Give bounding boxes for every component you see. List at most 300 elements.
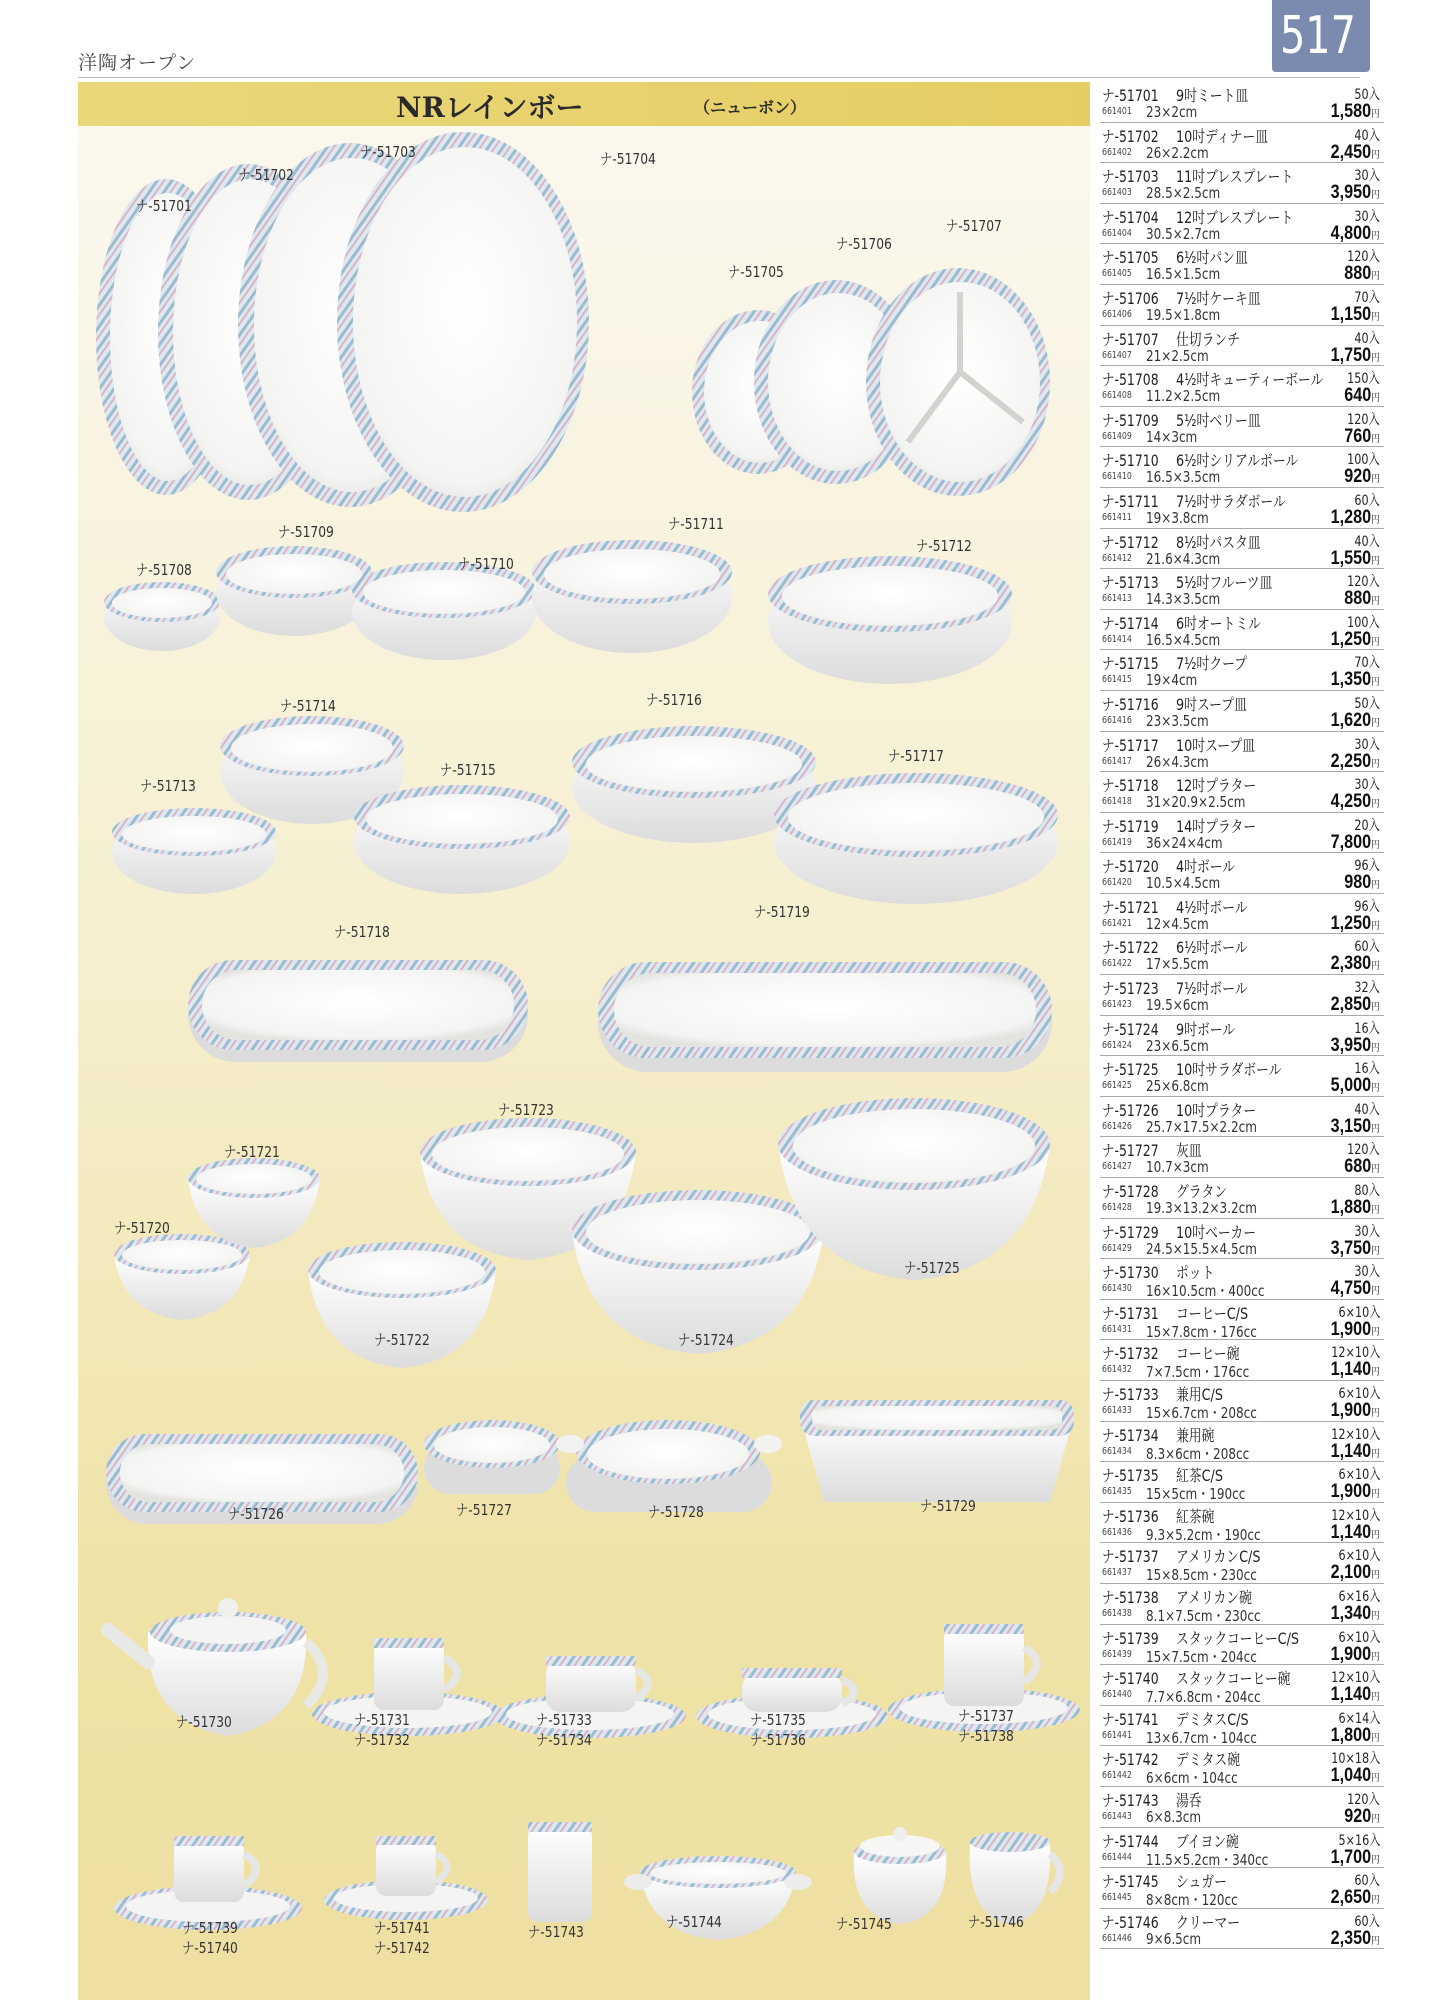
product-name: 5½吋ベリー皿 (1176, 410, 1261, 430)
photo-label: ナ-51708 (136, 561, 192, 579)
product-code: ナ-51744 (1102, 1831, 1159, 1851)
product-list (1100, 82, 1384, 1949)
bowl-51717 (774, 773, 1058, 904)
pack-quantity: 6×14入 (1338, 1710, 1380, 1727)
product-size: 6×8.3cm (1146, 1807, 1202, 1826)
yunomi-51743 (528, 1822, 592, 1922)
product-name: 8½吋パスタ皿 (1176, 532, 1261, 552)
bowl-51715 (354, 785, 570, 894)
product-code: ナ-51720 (1102, 857, 1159, 877)
product-size: 36×24×4cm (1146, 833, 1223, 852)
product-price: 1,900円 (1331, 1400, 1380, 1421)
product-size: 16.5×1.5cm (1146, 265, 1221, 284)
pack-quantity: 6×10入 (1338, 1467, 1380, 1484)
sugar-51745 (854, 1827, 947, 1924)
product-size: 25×6.8cm (1146, 1077, 1209, 1096)
photo-label: ナ-51733 ナ-51734 (536, 1711, 592, 1749)
product-size: 14.3×3.5cm (1146, 590, 1221, 609)
yen-mark: 円 (1371, 717, 1380, 729)
product-size: 19.3×13.2×3.2cm (1146, 1199, 1257, 1218)
product-code: ナ-51707 (1102, 329, 1159, 349)
product-name: 10吋スープ皿 (1176, 735, 1256, 755)
bowl-51709 (216, 546, 372, 636)
product-entry (1100, 1056, 1384, 1097)
product-entry (1100, 610, 1384, 651)
pack-quantity: 120入 (1347, 1791, 1380, 1808)
product-size: 19×4cm (1146, 671, 1198, 690)
pack-quantity: 50入 (1354, 695, 1380, 712)
product-price: 1,620円 (1331, 709, 1380, 731)
product-size: 16.5×3.5cm (1146, 468, 1221, 487)
product-size: 9.3×5.2cm・190cc (1146, 1525, 1261, 1544)
product-size: 8×8cm・120cc (1146, 1891, 1238, 1910)
jan-code: 661418 (1102, 796, 1132, 808)
series-subtitle: （ニューボン） (694, 98, 807, 117)
product-price: 1,350円 (1331, 669, 1380, 691)
product-size: 11.2×2.5cm (1146, 387, 1221, 406)
yen-mark: 円 (1371, 433, 1380, 445)
yen-mark: 円 (1371, 555, 1380, 567)
photo-label: ナ-51709 (278, 523, 334, 541)
ashtray-51727 (424, 1420, 560, 1494)
product-entry (1100, 1300, 1384, 1341)
product-size: 23×3.5cm (1146, 711, 1209, 730)
product-name: 紅茶C/S (1176, 1466, 1223, 1486)
product-price: 1,140円 (1331, 1684, 1380, 1706)
product-price: 1,880円 (1331, 1197, 1380, 1219)
photo-label: ナ-51727 (456, 1501, 512, 1519)
yen-mark: 円 (1371, 474, 1380, 486)
product-name: 7½吋サラダボール (1176, 491, 1286, 511)
product-name: 12吋プラター (1176, 776, 1257, 796)
jan-code: 661417 (1102, 755, 1132, 767)
photo-label: ナ-51706 (836, 235, 892, 253)
product-size: 19×3.8cm (1146, 508, 1209, 527)
product-price: 680円 (1344, 1156, 1380, 1178)
product-entry (1100, 366, 1384, 407)
product-name: 10吋ベーカー (1176, 1222, 1257, 1242)
product-entry (1100, 772, 1384, 813)
yen-mark: 円 (1371, 1205, 1380, 1217)
series-title: NRレインボー (396, 91, 584, 124)
jan-code: 661438 (1102, 1607, 1132, 1619)
product-name: 9吋スープ皿 (1176, 694, 1247, 714)
photo-label: ナ-51712 (916, 537, 972, 555)
product-size: 21×2.5cm (1146, 346, 1209, 365)
product-name: 9吋ミート皿 (1176, 86, 1249, 105)
product-price: 760円 (1344, 425, 1380, 447)
product-name: 10吋プラター (1176, 1100, 1257, 1120)
photo-label: ナ-51704 (600, 150, 656, 168)
photo-label: ナ-51705 (728, 263, 784, 281)
pack-quantity: 150入 (1347, 371, 1380, 388)
product-size: 28.5×2.5cm (1146, 184, 1221, 203)
photo-label: ナ-51743 (528, 1923, 584, 1941)
yen-mark: 円 (1371, 1002, 1380, 1014)
yen-mark: 円 (1371, 1732, 1380, 1744)
product-entry (1100, 569, 1384, 610)
product-entry (1100, 934, 1384, 975)
yen-mark: 円 (1371, 1813, 1380, 1825)
product-code: ナ-51742 (1102, 1750, 1159, 1770)
product-size: 23×6.5cm (1146, 1036, 1209, 1055)
product-entry (1100, 1381, 1384, 1422)
photo-label: ナ-51710 (458, 555, 514, 573)
product-code: ナ-51739 (1102, 1628, 1159, 1648)
yen-mark: 円 (1371, 677, 1380, 689)
product-code: ナ-51710 (1102, 451, 1159, 471)
product-entry (1100, 650, 1384, 691)
photo-label: ナ-51745 (836, 1915, 892, 1933)
photo-label: ナ-51719 (754, 903, 810, 921)
product-entry (1100, 1625, 1384, 1666)
product-size: 17×5.5cm (1146, 955, 1209, 974)
product-name: 10吋ディナー皿 (1176, 126, 1269, 146)
creamer-51746 (970, 1832, 1060, 1924)
pack-quantity: 60入 (1354, 939, 1380, 956)
product-code: ナ-51713 (1102, 573, 1159, 593)
product-name: ポット (1176, 1263, 1215, 1283)
jan-code: 661413 (1102, 593, 1132, 605)
product-price: 1,340円 (1331, 1602, 1380, 1624)
product-code: ナ-51731 (1102, 1303, 1159, 1323)
pack-quantity: 30入 (1354, 777, 1380, 794)
pack-quantity: 100入 (1347, 452, 1380, 469)
yen-mark: 円 (1371, 1489, 1380, 1501)
product-price: 1,250円 (1331, 912, 1380, 934)
pack-quantity: 60入 (1354, 492, 1380, 509)
bowl-51712 (768, 556, 1012, 684)
plate-51704 (337, 132, 589, 512)
product-code: ナ-51716 (1102, 694, 1159, 714)
product-entry (1100, 1828, 1384, 1869)
yen-mark: 円 (1371, 1570, 1380, 1582)
photo-label: ナ-51701 (136, 197, 192, 215)
product-size: 26×4.3cm (1146, 752, 1209, 771)
product-size: 6×6cm・104cc (1146, 1769, 1238, 1788)
yen-mark: 円 (1371, 1245, 1380, 1257)
product-price: 4,750円 (1331, 1278, 1380, 1300)
photo-label: ナ-51744 (666, 1913, 722, 1931)
jan-code: 661419 (1102, 836, 1132, 848)
jan-code: 661444 (1102, 1851, 1132, 1863)
jan-code: 661422 (1102, 958, 1132, 970)
photo-label: ナ-51715 (440, 761, 496, 779)
product-name: 兼用C/S (1176, 1385, 1223, 1404)
product-price: 3,950円 (1331, 182, 1380, 204)
product-price: 2,450円 (1331, 141, 1380, 163)
photo-label: ナ-51703 (360, 143, 416, 161)
pack-quantity: 6×10入 (1338, 1548, 1380, 1565)
yen-mark: 円 (1371, 1408, 1380, 1419)
pack-quantity: 70入 (1354, 655, 1380, 672)
product-code: ナ-51740 (1102, 1669, 1159, 1689)
pack-quantity: 6×10入 (1338, 1629, 1380, 1646)
product-code: ナ-51711 (1102, 491, 1159, 511)
gratin-51728 (556, 1420, 782, 1512)
pack-quantity: 6×16入 (1338, 1588, 1380, 1605)
photo-label: ナ-51716 (646, 691, 702, 709)
product-entry (1100, 244, 1384, 285)
yen-mark: 円 (1371, 514, 1380, 526)
product-entry (1100, 285, 1384, 326)
yen-mark: 円 (1371, 1692, 1380, 1704)
product-name: 紅茶碗 (1176, 1506, 1215, 1526)
product-name: デミタス碗 (1176, 1750, 1241, 1770)
photo-label: ナ-51739 ナ-51740 (182, 1919, 238, 1957)
yen-mark: 円 (1371, 1610, 1380, 1622)
product-name: シュガー (1176, 1872, 1227, 1892)
pack-quantity: 12×10入 (1330, 1507, 1380, 1524)
yen-mark: 円 (1371, 1773, 1380, 1785)
jan-code: 661401 (1102, 106, 1132, 117)
jan-code: 661433 (1102, 1405, 1132, 1416)
cup-saucer-51741 (324, 1836, 488, 1920)
jan-code: 661414 (1102, 633, 1132, 645)
jan-code: 661446 (1102, 1932, 1132, 1944)
pack-quantity: 100入 (1347, 614, 1380, 631)
yen-mark: 円 (1371, 1854, 1380, 1866)
pack-quantity: 40入 (1354, 1101, 1380, 1118)
product-price: 2,380円 (1331, 953, 1380, 975)
pack-quantity: 30入 (1354, 168, 1380, 185)
product-entry (1100, 1746, 1384, 1787)
product-entry (1100, 529, 1384, 570)
product-entry (1100, 691, 1384, 732)
product-size: 13×6.7cm・104cc (1146, 1728, 1257, 1747)
product-entry (1100, 1422, 1384, 1463)
product-code: ナ-51730 (1102, 1263, 1159, 1283)
jan-code: 661432 (1102, 1364, 1132, 1376)
product-size: 25.7×17.5×2.2cm (1146, 1117, 1257, 1136)
product-name: 7½吋ケーキ皿 (1176, 288, 1261, 308)
product-name: 6½吋シリアルボール (1176, 451, 1299, 471)
yen-mark: 円 (1371, 1042, 1380, 1054)
jan-code: 661445 (1102, 1892, 1132, 1904)
product-entry (1100, 1016, 1384, 1057)
product-price: 1,900円 (1331, 1318, 1380, 1340)
product-price: 640円 (1344, 385, 1380, 407)
platter-51718 (188, 960, 528, 1062)
product-size: 14×3cm (1146, 427, 1198, 446)
product-size: 9×6.5cm (1146, 1929, 1202, 1948)
jan-code: 661427 (1102, 1161, 1132, 1173)
photo-label: ナ-51737 ナ-51738 (958, 1707, 1014, 1745)
product-entry (1100, 732, 1384, 773)
product-name: アメリカン碗 (1176, 1587, 1252, 1607)
product-entry (1100, 488, 1384, 529)
jan-code: 661409 (1102, 430, 1132, 442)
product-entry (1100, 204, 1384, 245)
product-code: ナ-51745 (1102, 1872, 1159, 1892)
product-name: ブイヨン碗 (1176, 1831, 1239, 1851)
product-name: 6½吋パン皿 (1176, 248, 1248, 268)
product-code: ナ-51741 (1102, 1709, 1159, 1729)
pack-quantity: 30入 (1354, 1264, 1380, 1281)
bowl-51713 (112, 808, 276, 894)
pack-quantity: 80入 (1354, 1183, 1380, 1200)
product-size: 10.7×3cm (1146, 1158, 1209, 1177)
jan-code: 661404 (1102, 227, 1132, 239)
pack-quantity: 60入 (1354, 1913, 1380, 1930)
product-entry (1100, 407, 1384, 448)
product-size: 8.1×7.5cm・230cc (1146, 1606, 1261, 1625)
platter-51719 (598, 962, 1052, 1072)
pack-quantity: 6×10入 (1338, 1304, 1380, 1321)
product-name: 灰皿 (1176, 1141, 1202, 1161)
photo-label: ナ-51707 (946, 217, 1002, 235)
photo-label: ナ-51721 (224, 1143, 280, 1161)
product-name: 4½吋キューティーボール (1176, 370, 1324, 390)
product-code: ナ-51714 (1102, 613, 1159, 633)
product-price: 4,250円 (1331, 791, 1380, 813)
pack-quantity: 12×10入 (1330, 1345, 1380, 1362)
yen-mark: 円 (1371, 596, 1380, 608)
product-code: ナ-51717 (1102, 735, 1159, 755)
photo-label: ナ-51722 (374, 1331, 430, 1349)
page-number: 517 (1280, 6, 1356, 66)
product-name: 仕切ランチ (1176, 329, 1241, 349)
pack-quantity: 120入 (1347, 574, 1380, 591)
product-price: 3,950円 (1331, 1034, 1380, 1056)
yen-mark: 円 (1371, 311, 1380, 323)
product-entry (1100, 1868, 1384, 1909)
product-code: ナ-51702 (1102, 126, 1159, 146)
pack-quantity: 12×10入 (1330, 1426, 1380, 1443)
pack-quantity: 12×10入 (1330, 1670, 1380, 1687)
product-price: 920円 (1344, 1805, 1380, 1827)
yen-mark: 円 (1371, 920, 1380, 932)
yen-mark: 円 (1371, 1286, 1380, 1298)
yen-mark: 円 (1371, 839, 1380, 851)
pack-quantity: 70入 (1354, 289, 1380, 306)
product-name: 11吋ブレスプレート (1176, 167, 1294, 187)
pack-quantity: 50入 (1354, 87, 1380, 103)
product-price: 880円 (1344, 588, 1380, 610)
product-entry (1100, 1340, 1384, 1381)
photo-label: ナ-51726 (228, 1505, 284, 1523)
jan-code: 661441 (1102, 1729, 1132, 1741)
pack-quantity: 120入 (1347, 1142, 1380, 1159)
bowl-51710 (352, 562, 536, 660)
product-price: 920円 (1344, 466, 1380, 488)
product-code: ナ-51712 (1102, 532, 1159, 552)
product-price: 1,150円 (1331, 303, 1380, 325)
jan-code: 661403 (1102, 187, 1132, 199)
product-size: 11.5×5.2cm・340cc (1146, 1850, 1269, 1869)
jan-code: 661421 (1102, 917, 1132, 929)
product-price: 1,580円 (1331, 101, 1380, 122)
photo-label: ナ-51717 (888, 747, 944, 765)
yen-mark: 円 (1371, 190, 1380, 202)
jan-code: 661437 (1102, 1567, 1132, 1579)
product-price: 1,700円 (1331, 1846, 1380, 1868)
product-entry (1100, 163, 1384, 204)
product-entry (1100, 813, 1384, 854)
product-price: 1,250円 (1331, 628, 1380, 650)
pack-quantity: 6×10入 (1338, 1386, 1380, 1402)
product-entry (1100, 975, 1384, 1016)
product-size: 19.5×6cm (1146, 996, 1209, 1015)
product-name: 湯呑 (1176, 1790, 1202, 1810)
product-price: 4,800円 (1331, 222, 1380, 244)
jan-code: 661407 (1102, 349, 1132, 361)
product-entry (1100, 1543, 1384, 1584)
product-code: ナ-51743 (1102, 1790, 1159, 1810)
product-price: 880円 (1344, 263, 1380, 285)
product-code: ナ-51727 (1102, 1141, 1159, 1161)
product-size: 15×8.5cm・230cc (1146, 1566, 1257, 1585)
product-name: 兼用碗 (1176, 1425, 1215, 1445)
photo-label: ナ-51713 (140, 777, 196, 795)
pack-quantity: 40入 (1354, 533, 1380, 550)
product-price: 2,850円 (1331, 994, 1380, 1016)
yen-mark: 円 (1371, 1935, 1380, 1947)
yen-mark: 円 (1371, 1529, 1380, 1541)
pack-quantity: 120入 (1347, 249, 1380, 266)
yen-mark: 円 (1371, 393, 1380, 405)
product-price: 3,750円 (1331, 1237, 1380, 1259)
yen-mark: 円 (1371, 271, 1380, 283)
pack-quantity: 96入 (1354, 898, 1380, 915)
yen-mark: 円 (1371, 799, 1380, 811)
jan-code: 661402 (1102, 146, 1132, 158)
product-price: 2,350円 (1331, 1927, 1380, 1949)
product-code: ナ-51734 (1102, 1425, 1159, 1445)
yen-mark: 円 (1371, 758, 1380, 770)
bowl-51708 (104, 582, 220, 651)
product-size: 19.5×1.8cm (1146, 305, 1221, 324)
product-code: ナ-51726 (1102, 1100, 1159, 1120)
product-name: コーヒーC/S (1176, 1303, 1249, 1323)
pack-quantity: 30入 (1354, 208, 1380, 225)
jan-code: 661434 (1102, 1445, 1132, 1457)
photo-label: ナ-51714 (280, 697, 336, 715)
photo-label: ナ-51725 (904, 1259, 960, 1277)
jan-code: 661423 (1102, 999, 1132, 1011)
product-code: ナ-51728 (1102, 1182, 1159, 1202)
jan-code: 661440 (1102, 1689, 1132, 1701)
product-code: ナ-51723 (1102, 979, 1159, 999)
product-code: ナ-51735 (1102, 1466, 1159, 1486)
product-size: 10.5×4.5cm (1146, 874, 1221, 893)
bowl-51721 (188, 1158, 320, 1248)
yen-mark: 円 (1371, 1651, 1380, 1663)
product-code: ナ-51722 (1102, 938, 1159, 958)
jan-code: 661412 (1102, 552, 1132, 564)
pack-quantity: 30入 (1354, 1223, 1380, 1240)
product-price: 1,040円 (1331, 1765, 1380, 1787)
product-entry (1100, 326, 1384, 367)
jan-code: 661415 (1102, 674, 1132, 686)
product-code: ナ-51705 (1102, 248, 1159, 268)
jan-code: 661436 (1102, 1526, 1132, 1538)
yen-mark: 円 (1371, 352, 1380, 364)
product-code: ナ-51724 (1102, 1019, 1159, 1039)
product-code: ナ-51703 (1102, 167, 1159, 187)
yen-mark: 円 (1371, 636, 1380, 648)
product-size: 15×7.5cm・204cc (1146, 1647, 1257, 1666)
product-entry (1100, 1787, 1384, 1828)
product-name: グラタン (1176, 1182, 1228, 1202)
product-price: 2,250円 (1331, 750, 1380, 772)
product-entry (1100, 853, 1384, 894)
product-price: 1,550円 (1331, 547, 1380, 569)
photo-label: ナ-51730 (176, 1713, 232, 1731)
product-entry (1100, 1706, 1384, 1747)
product-entry (1100, 123, 1384, 164)
product-entry (1100, 1665, 1384, 1706)
